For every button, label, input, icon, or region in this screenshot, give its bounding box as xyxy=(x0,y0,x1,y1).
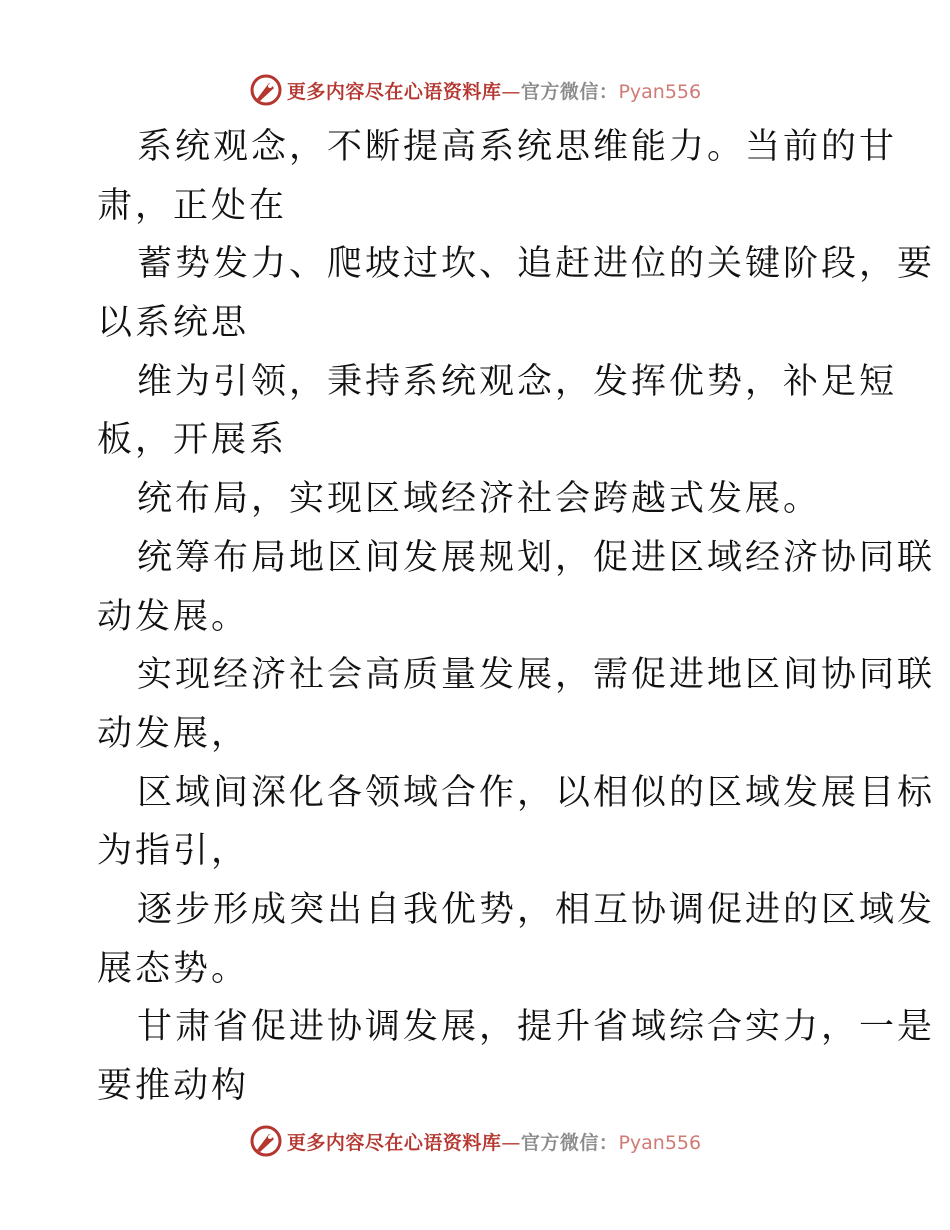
header-dash: — xyxy=(501,80,521,103)
footer-banner xyxy=(0,1121,950,1161)
text-line: 实现经济社会高质量发展，需促进地区间协同联 xyxy=(137,655,936,696)
text-line: 系统观念，不断提高系统思维能力。当前的甘 xyxy=(137,127,898,167)
header-brand-text: 更多内容尽在心语资料库 xyxy=(286,80,502,103)
text-line: 要推动构 xyxy=(97,1066,250,1106)
text-line: 展态势。 xyxy=(97,948,250,989)
header-handle: Pyan556 xyxy=(618,80,702,103)
text-line: 区域间深化各领域合作，以相似的区域发展目标 xyxy=(137,772,936,813)
document-body xyxy=(97,118,936,1116)
header-text xyxy=(287,77,701,104)
text-line: 以系统思 xyxy=(97,303,250,344)
text-line: 逐步形成突出自我优势，相互协调促进的区域发 xyxy=(137,889,936,930)
text-line: 为指引， xyxy=(97,831,250,872)
text-line: 动发展， xyxy=(97,713,250,754)
text-line: 统布局，实现区域经济社会跨越式发展。 xyxy=(137,479,822,520)
text-line: 统筹布局地区间发展规划，促进区域经济协同联 xyxy=(137,537,936,578)
footer-label: 官方微信： xyxy=(520,1131,619,1154)
text-line: 蓄势发力、爬坡过坎、追赶进位的关键阶段，要 xyxy=(137,244,936,285)
footer-brand-text: 更多内容尽在心语资料库 xyxy=(286,1131,502,1154)
text-line: 肃，正处在 xyxy=(97,185,288,226)
text-line: 维为引领，秉持系统观念，发挥优势，补足短 xyxy=(137,361,898,402)
text-line: 板，开展系 xyxy=(97,420,288,461)
footer-dash: — xyxy=(501,1131,521,1154)
text-line: 动发展。 xyxy=(97,596,250,637)
pen-nib-circle-logo-icon xyxy=(249,73,283,107)
footer-text xyxy=(287,1128,701,1155)
footer-handle: Pyan556 xyxy=(618,1131,702,1154)
header-banner xyxy=(0,70,950,110)
header-label: 官方微信： xyxy=(520,80,619,103)
pen-nib-circle-logo-icon xyxy=(249,1124,283,1158)
text-line: 甘肃省促进协调发展，提升省域综合实力，一是 xyxy=(137,1007,936,1048)
